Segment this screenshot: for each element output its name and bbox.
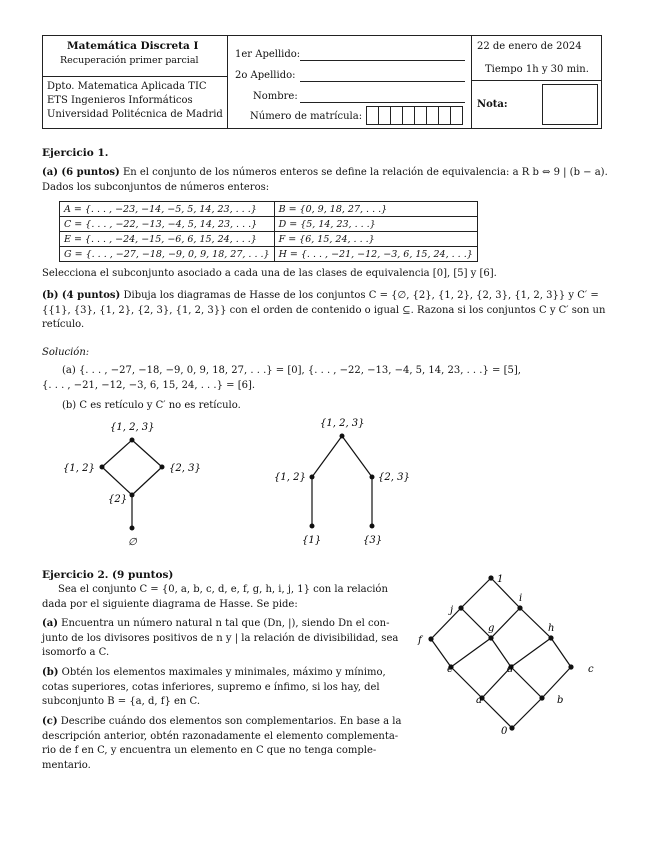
solution-b: (b) C es retículo y C′ no es retículo.	[62, 400, 241, 411]
nombre-label: Nombre:	[253, 91, 298, 102]
ex1-b-label: (b) (4 puntos)	[42, 290, 121, 301]
hasse-node	[370, 475, 375, 480]
lattice-node	[568, 664, 573, 669]
hasse-node	[130, 493, 135, 498]
ex2-part-a	[42, 617, 402, 661]
ex1-b-text: {{1}, {3}, {1, 2}, {2, 3}, {1, 2, 3}} con el orden de contenido o igual ⊆. Razona si los conjuntos C y C′ son un	[42, 304, 606, 316]
lattice-label: f	[418, 635, 422, 646]
header-hrule-left	[42, 76, 228, 77]
table-cell: C = {. . . , −22, −13, −4, 5, 14, 23, . . .}	[60, 217, 275, 232]
hasse-label: {2, 3}	[378, 472, 410, 483]
subsets-table	[59, 201, 478, 262]
table-cell: A = {. . . , −23, −14, −5, 5, 14, 23, . . .}	[60, 202, 275, 217]
apellido2-field[interactable]	[300, 81, 465, 82]
ex2-intro-text: Sea el conjunto C = {0, a, b, c, d, e, f, g, h, i, j, 1} con la relación	[58, 584, 388, 595]
table-row	[60, 232, 478, 247]
matricula-box[interactable]	[378, 106, 390, 125]
nota-box[interactable]	[542, 84, 598, 125]
department: Dpto. Matematica Aplicada TIC	[47, 81, 207, 92]
lattice-node	[458, 605, 463, 610]
header-hrule-right	[471, 80, 601, 81]
matricula-box[interactable]	[426, 106, 438, 125]
matricula-box[interactable]	[438, 106, 450, 125]
ex1-a-label: (a) (6 puntos)	[42, 167, 120, 178]
solution-a-text: (a) {. . . , −27, −18, −9, 0, 9, 18, 27, . . .} = [0], {. . . , −22, −13, −4, 5, 14, 23, . . .} = [5],	[62, 365, 521, 376]
ex1-title: Ejercicio 1.	[42, 147, 109, 159]
table-row	[60, 217, 478, 232]
exam-date: 22 de enero de 2024	[477, 41, 582, 52]
lattice-label: c	[588, 664, 594, 675]
matricula-box[interactable]	[402, 106, 414, 125]
hasse-node	[130, 438, 135, 443]
ex1-select-text: Selecciona el subconjunto asociado a cada una de las clases de equivalencia [0], [5] y [6].	[42, 268, 497, 279]
lattice-label: j	[450, 605, 454, 616]
hasse-label: {2, 3}	[169, 463, 201, 474]
school: ETS Ingenieros Informáticos	[47, 95, 193, 106]
ex2-b-text: subconjunto B = {a, d, f} en C.	[42, 696, 201, 707]
ex2-c-text: Describe cuándo dos elementos son complementarios. En base a la	[60, 716, 402, 727]
apellido1-field[interactable]	[300, 60, 465, 61]
ex2-a-text: isomorfo a C.	[42, 647, 110, 658]
ex2-intro	[42, 583, 402, 612]
lattice-hasse-diagram	[410, 568, 610, 743]
hasse-label: {2}	[108, 494, 128, 505]
ex1-a-text: En el conjunto de los números enteros se define la relación de equivalencia: a R b ⇔ 9 | (b − a).	[122, 167, 608, 178]
ex2-b-label: (b)	[42, 667, 59, 678]
hasse-label: {1, 2}	[63, 463, 95, 474]
ex2-c-text: mentario.	[42, 759, 91, 771]
nombre-field[interactable]	[300, 102, 465, 103]
lattice-label: 0	[501, 726, 508, 737]
lattice-label: b	[557, 695, 564, 706]
table-cell: B = {0, 9, 18, 27, . . .}	[274, 202, 477, 217]
lattice-label: e	[447, 664, 453, 675]
header-divider-2	[471, 35, 472, 128]
lattice-node	[548, 635, 553, 640]
lattice-label: 1	[497, 574, 504, 585]
table-cell: E = {. . . , −24, −15, −6, 6, 15, 24, . . .}	[60, 232, 275, 247]
apellido1-label: 1er Apellido:	[235, 49, 301, 60]
ex1-part-a	[42, 166, 612, 195]
lattice-node	[539, 695, 544, 700]
solution-a-text: {. . . , −21, −12, −3, 6, 15, 24, . . .} = [6].	[42, 379, 256, 391]
hasse-node	[100, 465, 105, 470]
matricula-box[interactable]	[366, 106, 378, 125]
hasse-diagram-c	[55, 413, 215, 553]
ex1-a-text: Dados los subconjuntos de números enteros:	[42, 181, 270, 193]
table-cell: D = {5, 14, 23, . . .}	[274, 217, 477, 232]
lattice-label: a	[476, 695, 482, 706]
ex2-c-text: descripción anterior, obtén razonadamente el elemento complementa-	[42, 730, 399, 742]
lattice-node	[517, 605, 522, 610]
ex2-part-b	[42, 666, 402, 710]
lattice-label: i	[519, 593, 523, 604]
course-title: Matemática Discreta I	[67, 40, 199, 52]
lattice-label: h	[548, 623, 555, 634]
hasse-diagram-c-prime	[270, 413, 420, 553]
ex2-a-label: (a)	[42, 618, 58, 629]
ex2-b-text: cotas superiores, cotas inferiores, supremo e ínfimo, si los hay, del	[42, 681, 380, 693]
lattice-label: g	[488, 623, 495, 634]
solution-label: Solución:	[42, 347, 90, 358]
ex1-b-text: retículo.	[42, 319, 85, 330]
matricula-box[interactable]	[390, 106, 402, 125]
hasse-node	[160, 465, 165, 470]
ex1-b-text: Dibuja los diagramas de Hasse de los conjuntos C = {∅, {2}, {1, 2}, {2, 3}, {1, 2, 3}} y C′ =	[123, 290, 599, 301]
table-row	[60, 247, 478, 262]
hasse-node	[310, 475, 315, 480]
lattice-node	[428, 636, 433, 641]
exam-time: Tiempo 1h y 30 min.	[485, 64, 589, 75]
solution-a	[42, 364, 617, 393]
hasse-node	[130, 526, 135, 531]
ex2-c-label: (c)	[42, 716, 58, 727]
matricula-label: Número de matrícula:	[250, 111, 363, 122]
ex2-a-text: Encuentra un número natural n tal que (Dn, |), siendo Dn el con-	[61, 618, 390, 629]
ex2-c-text: rio de f en C, y encuentra un elemento en C que no tenga comple-	[42, 745, 377, 756]
ex2-intro-text: dada por el siguiente diagrama de Hasse. Se pide:	[42, 598, 298, 610]
hasse-node	[340, 434, 345, 439]
ex2-b-text: Obtén los elementos maximales y minimales, máximo y mínimo,	[61, 667, 386, 678]
hasse-label: ∅	[128, 537, 137, 548]
ex2-a-text: junto de los divisores positivos de n y | la relación de divisibilidad, sea	[42, 632, 399, 644]
lattice-node	[509, 725, 514, 730]
exam-type: Recuperación primer parcial	[60, 55, 199, 66]
hasse-label: {1, 2, 3}	[320, 418, 365, 429]
matricula-box[interactable]	[450, 106, 463, 125]
nota-label: Nota:	[477, 99, 508, 110]
ex2-part-c	[42, 715, 402, 773]
university: Universidad Politécnica de Madrid	[47, 109, 223, 120]
lattice-node	[488, 575, 493, 580]
hasse-node	[310, 524, 315, 529]
lattice-label: d	[507, 664, 514, 675]
hasse-label: {1, 2}	[274, 472, 306, 483]
hasse-node	[370, 524, 375, 529]
hasse-label: {3}	[363, 535, 383, 546]
table-cell: H = {. . . , −21, −12, −3, 6, 15, 24, . . .}	[274, 247, 477, 262]
table-cell: G = {. . . , −27, −18, −9, 0, 9, 18, 27, . . .}	[60, 247, 275, 262]
lattice-node	[488, 635, 493, 640]
ex1-part-b	[42, 289, 617, 333]
hasse-label: {1, 2, 3}	[110, 422, 155, 433]
ex2-title: Ejercicio 2. (9 puntos)	[42, 569, 174, 581]
hasse-label: {1}	[302, 535, 322, 546]
header-divider-1	[227, 35, 228, 128]
table-cell: F = {6, 15, 24, . . .}	[274, 232, 477, 247]
table-row	[60, 202, 478, 217]
matricula-box[interactable]	[414, 106, 426, 125]
apellido2-label: 2o Apellido:	[235, 70, 296, 81]
